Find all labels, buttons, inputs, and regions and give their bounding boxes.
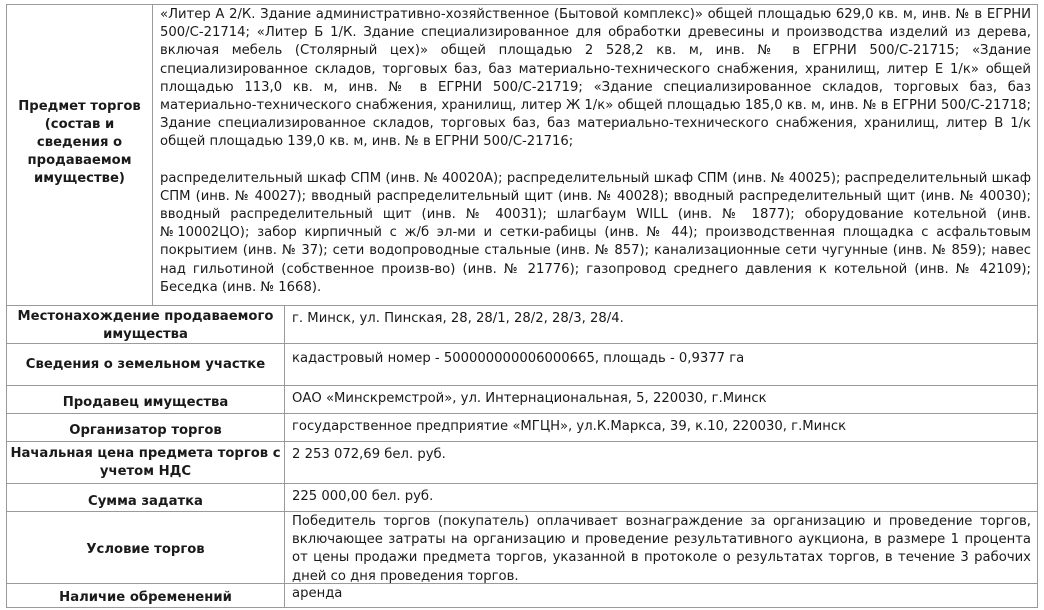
value-conditions: Победитель торгов (покупатель) оплачивает вознаграждение за организацию и проведение торгов, включающее затраты на организацию и проведение результативного аукциона, в размере 1 процента от цены продажи предмета торгов, указанной в протоколе о результатах торгов, в течение 3 рабочих дней со дня проведения торгов. — [284, 512, 1038, 584]
label-location — [6, 306, 284, 344]
table-row-location — [6, 305, 1038, 344]
label-conditions-text: Условие торгов — [86, 542, 205, 557]
label-seller-text: Продавец имущества — [62, 395, 229, 410]
label-seller — [6, 386, 284, 414]
value-deposit: 225 000,00 бел. руб. — [284, 484, 1038, 512]
label-price-text: Начальная цена предмета торгов с учетом НДС — [10, 446, 281, 479]
label-subject-text: Предмет торгов (состав и сведения о продаваемом имуществе) — [18, 99, 141, 186]
value-land: кадастровый номер - 500000000006000665, площадь - 0,9377 га — [284, 344, 1038, 386]
value-price: 2 253 072,69 бел. руб. — [284, 442, 1038, 484]
label-conditions — [6, 512, 284, 584]
table-row-seller — [6, 385, 1038, 414]
value-organizer: государственное предприятие «МГЦН», ул.К.Маркса, 39, к.10, 220030, г.Минск — [284, 414, 1038, 442]
label-land — [6, 344, 284, 386]
auction-info-table — [6, 4, 1038, 607]
table-row-land — [6, 343, 1038, 386]
subject-equipment-text: распределительный шкаф СПМ (инв. № 40020А); распределительный шкаф СПМ (инв. № 40025); распределительный шкаф СПМ (инв. № 40027); вводный распределительный щит (инв. № 40028); вводный распределительный щит (инв. № 40030); вводный распределительный щит (инв. № 40031); шлагбаум WILL (инв. № 1877); оборудование котельной (инв. №10002ЦО); забор кирпичный с ж/б эл-ми и сетки-рабицы (инв. № 44); производственная площадка с асфальтовым покрытием (инв. № 37); сети водопроводные стальные (инв. № 857); канализационные сети чугунные (инв. № 859); навес над гильотиной (собственное произв-во) (инв. № 21776); газопровод среднего давления к котельной (инв. № 42109); Беседка (инв. № 1668). — [160, 170, 1031, 295]
label-deposit — [6, 484, 284, 512]
table-row-price — [6, 441, 1038, 484]
label-subject — [6, 5, 152, 306]
table-row-deposit — [6, 483, 1038, 512]
table-row-conditions — [6, 511, 1038, 584]
label-land-text: Сведения о земельном участке — [25, 357, 266, 372]
label-organizer — [6, 414, 284, 442]
table-row-encumbrances — [6, 583, 1038, 608]
value-subject — [152, 5, 1038, 306]
table-row-subject — [6, 4, 1038, 306]
value-location: г. Минск, ул. Пинская, 28, 28/1, 28/2, 28/3, 28/4. — [284, 306, 1038, 344]
label-location-text: Местонахождение продаваемого имущества — [17, 309, 274, 342]
subject-buildings-text: «Литер А 2/К. Здание административно-хозяйственное (Бытовой комплекс)» общей площадью 629,0 кв. м, инв. № в ЕГРНИ 500/С-21714; «Литер Б 1/К. Здание специализированное для обработки древесины и производства изделий из дерева, включая мебель (Столярный цех)» общей площадью 2 528,2 кв. м, инв. № в ЕГРНИ 500/С-21715; «Здание специализированное складов, торговых баз, баз материально-технического снабжения, хранилищ, литер Е 1/к» общей площадью 113,0 кв. м, инв. № в ЕГРНИ 500/С-21719; «Здание специализированное складов, торговых баз, баз материально-технического снабжения, хранилищ, литер Ж 1/к» общей площадью 185,0 кв. м, инв. № в ЕГРНИ 500/С-21718; Здание специализированное складов, торговых баз, баз материально-технического снабжения, хранилищ, литер В 1/к общей площадью 139,0 кв. м, инв. № в ЕГРНИ 500/С-21716; — [160, 7, 1031, 150]
value-seller: ОАО «Минскремстрой», ул. Интернациональная, 5, 220030, г.Минск — [284, 386, 1038, 414]
label-deposit-text: Сумма задатка — [88, 494, 203, 509]
label-encumbrances-text: Наличие обременений — [59, 589, 232, 605]
value-encumbrances: аренда — [284, 584, 1038, 607]
label-price — [6, 442, 284, 484]
table-row-organizer — [6, 413, 1038, 442]
label-encumbrances — [6, 584, 284, 607]
label-organizer-text: Организатор торгов — [69, 423, 222, 438]
